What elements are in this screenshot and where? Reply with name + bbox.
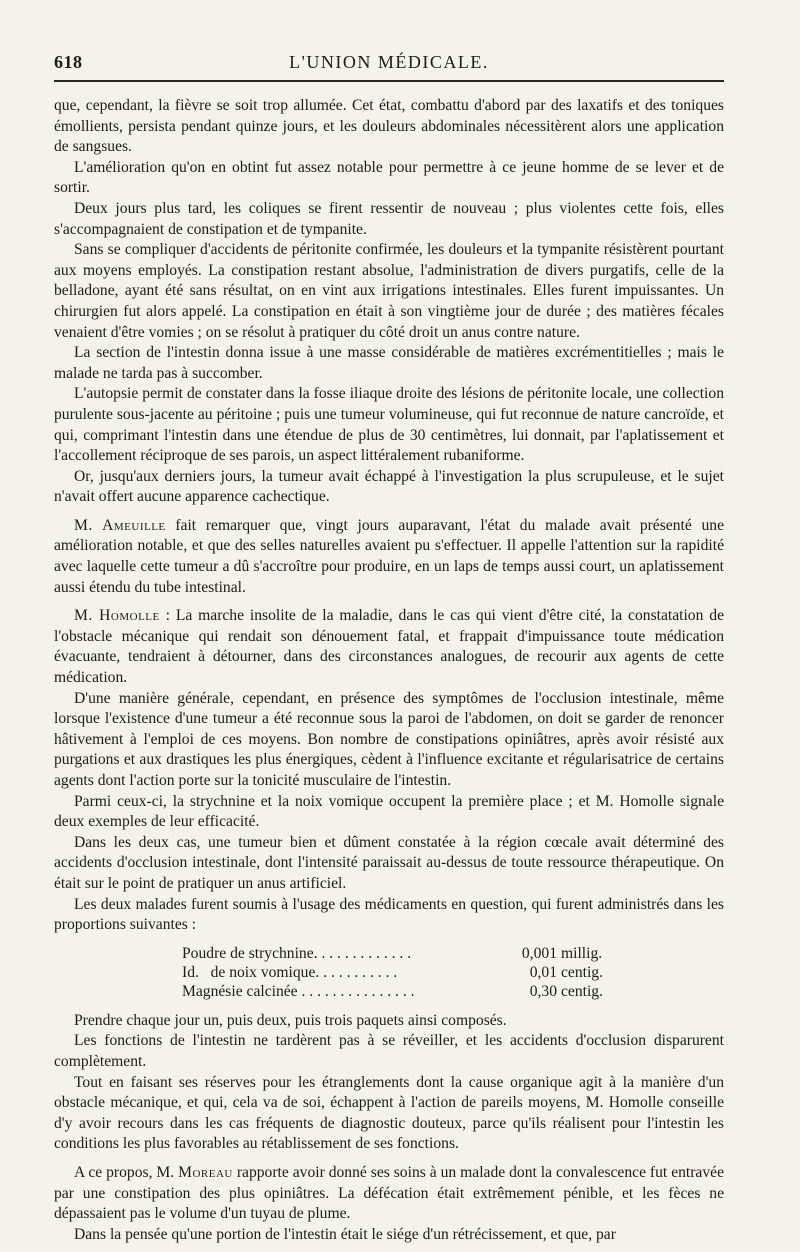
- paragraph-text: rapporte avoir donné ses soins à un malade dont la convalescence fut entravée par une constipation des plus opiniâtres. La défécation était extrêmement pénible, et les fèces ne dépassaient pas le volume d'un tuyau de plume.: [54, 1163, 724, 1223]
- drug-unit: centig.: [561, 963, 603, 981]
- page-number: 618: [54, 52, 83, 72]
- paragraph-homolle: [54, 606, 724, 688]
- paragraph-text: fait remarquer que, vingt jours auparavant, l'état du malade avait présenté une amélioration notable, et que des selles naturelles avaient pu s'effectuer. Il appelle l'attention sur la rapidité avec laquelle cette tumeur a dû s'accroître pour produire, en un laps de temps aussi court, un aplatissement aussi étendu du tube intestinal.: [54, 516, 724, 596]
- paragraph: Tout en faisant ses réserves pour les étranglements dont la cause organique agit à la manière d'un obstacle mécanique, et qui, cela va de soi, échappent à l'action de pareils moyens, M. Homolle conseille d'y avoir recours dans les cas fréquents de diagnostic douteux, parce qu'ils réalisent pour l'intestin les conditions les plus favorables au rétablissement de ses fonctions.: [54, 1073, 724, 1153]
- speaker-name: M. Ameuille: [74, 516, 166, 534]
- drug-name: Id. de noix vomique. . . . . . . . . . .: [182, 963, 398, 981]
- drug-dose: 0,001: [521, 944, 557, 962]
- paragraph: Or, jusqu'aux derniers jours, la tumeur avait échappé à l'investigation la plus scrupuleuse, et le sujet n'avait offert aucune apparence cachectique.: [54, 467, 724, 506]
- prescription-row: [182, 982, 724, 1001]
- paragraph-moreau: [54, 1163, 724, 1225]
- paragraph: Prendre chaque jour un, puis deux, puis trois paquets ainsi composés.: [74, 1011, 507, 1029]
- paragraph: La section de l'intestin donna issue à une masse considérable de matières excrémentitielles ; mais le malade ne tarda pas à succomber.: [54, 344, 724, 382]
- paragraph: Deux jours plus tard, les coliques se firent ressentir de nouveau ; plus violentes cette fois, elles s'accompagnaient de constipation et de tympanite.: [54, 199, 724, 238]
- running-title: L'UNION MÉDICALE.: [289, 52, 489, 72]
- prescription-row: [182, 963, 724, 982]
- drug-dose: 0,01: [529, 963, 557, 981]
- paragraph: Dans les deux cas, une tumeur bien et dûment constatée à la région cœcale avait déterminé des accidents d'occlusion intestinale, dont l'intensité paraissait au-dessus de toute ressource thérapeutique. On était sur le point de pratiquer un anus artificiel.: [54, 833, 724, 892]
- article-body: [54, 96, 724, 1245]
- paragraph: Sans se compliquer d'accidents de péritonite confirmée, les douleurs et la tympanite résistèrent pourtant aux moyens employés. La constipation restant absolue, l'administration de divers purgatifs, celle de la belladone, ayant été sans résultat, on en vint aux irrigations intestinales. Elles furent impuissantes. Un chirurgien fut alors appelé. La constipation en était à son vingtième jour de durée ; des matières fécales venaient d'être vomies ; on se résolut à pratiquer du côté droit un anus contre nature.: [54, 241, 724, 341]
- drug-name: Poudre de strychnine. . . . . . . . . . . . .: [182, 944, 412, 962]
- paragraph: L'amélioration qu'on en obtint fut assez notable pour permettre à ce jeune homme de se lever et de sortir.: [54, 158, 724, 197]
- paragraph-ameuille: [54, 516, 724, 598]
- drug-name: Magnésie calcinée . . . . . . . . . . . . . . .: [182, 982, 415, 1000]
- drug-unit: millig.: [561, 944, 603, 962]
- page-header: [54, 50, 724, 82]
- drug-unit: centig.: [561, 982, 603, 1000]
- paragraph: Parmi ceux-ci, la strychnine et la noix vomique occupent la première place ; et M. Homolle signale deux exemples de leur efficacité.: [54, 792, 724, 831]
- paragraph-text: A ce propos, M.: [74, 1163, 179, 1181]
- prescription-row: [182, 944, 724, 963]
- paragraph: Dans la pensée qu'une portion de l'intestin était le siége d'un rétrécissement, et que, par: [74, 1225, 616, 1243]
- speaker-name: Moreau: [178, 1163, 233, 1181]
- paragraph: Les fonctions de l'intestin ne tardèrent pas à se réveiller, et les accidents d'occlusion disparurent complètement.: [54, 1032, 724, 1070]
- paragraph: L'autopsie permit de constater dans la fosse iliaque droite des lésions de péritonite locale, une collection purulente sous-jacente au péritoine ; puis une tumeur volumineuse, qui fut reconnue de nature cancroïde, et qui, comprimant l'intestin dans une étendue de plus de 30 centimètres, lui donnait, par l'aplatissement et l'accollement réciproque de ses parois, un aspect littéralement rubaniforme.: [54, 385, 724, 465]
- paragraph-text: : La marche insolite de la maladie, dans le cas qui vient d'être cité, la constatation de l'obstacle mécanique qui rendait son dénouement fatal, et frappait d'impuissance toute médication évacuante, tendraient à détourner, dans des circonstances analogues, de recourir aux agents de cette médication.: [54, 607, 724, 687]
- drug-dose: 0,30: [529, 982, 557, 1000]
- paragraph: D'une manière générale, cependant, en présence des symptômes de l'occlusion intestinale, même lorsque l'existence d'une tumeur a été reconnue sous la paroi de l'abdomen, on doit se garder de renoncer hâtivement à l'emploi de ces moyens. Bon nombre de constipations opiniâtres, après avoir résisté aux purgations et aux drastiques les plus énergiques, cèdent à l'influence excitante et régularisatrice de certains agents dont l'action porte sur la tonicité musculaire de l'intestin.: [54, 689, 724, 789]
- speaker-name: M. Homolle: [74, 607, 160, 625]
- prescription-table: [54, 944, 724, 1001]
- paragraph: que, cependant, la fièvre se soit trop allumée. Cet état, combattu d'abord par des laxatifs et des toniques émollients, persista pendant quinze jours, et les douleurs abdominales nécessitèrent alors une application de sangsues.: [54, 97, 724, 156]
- paragraph: Les deux malades furent soumis à l'usage des médicaments en question, qui furent administrés dans les proportions suivantes :: [54, 895, 724, 934]
